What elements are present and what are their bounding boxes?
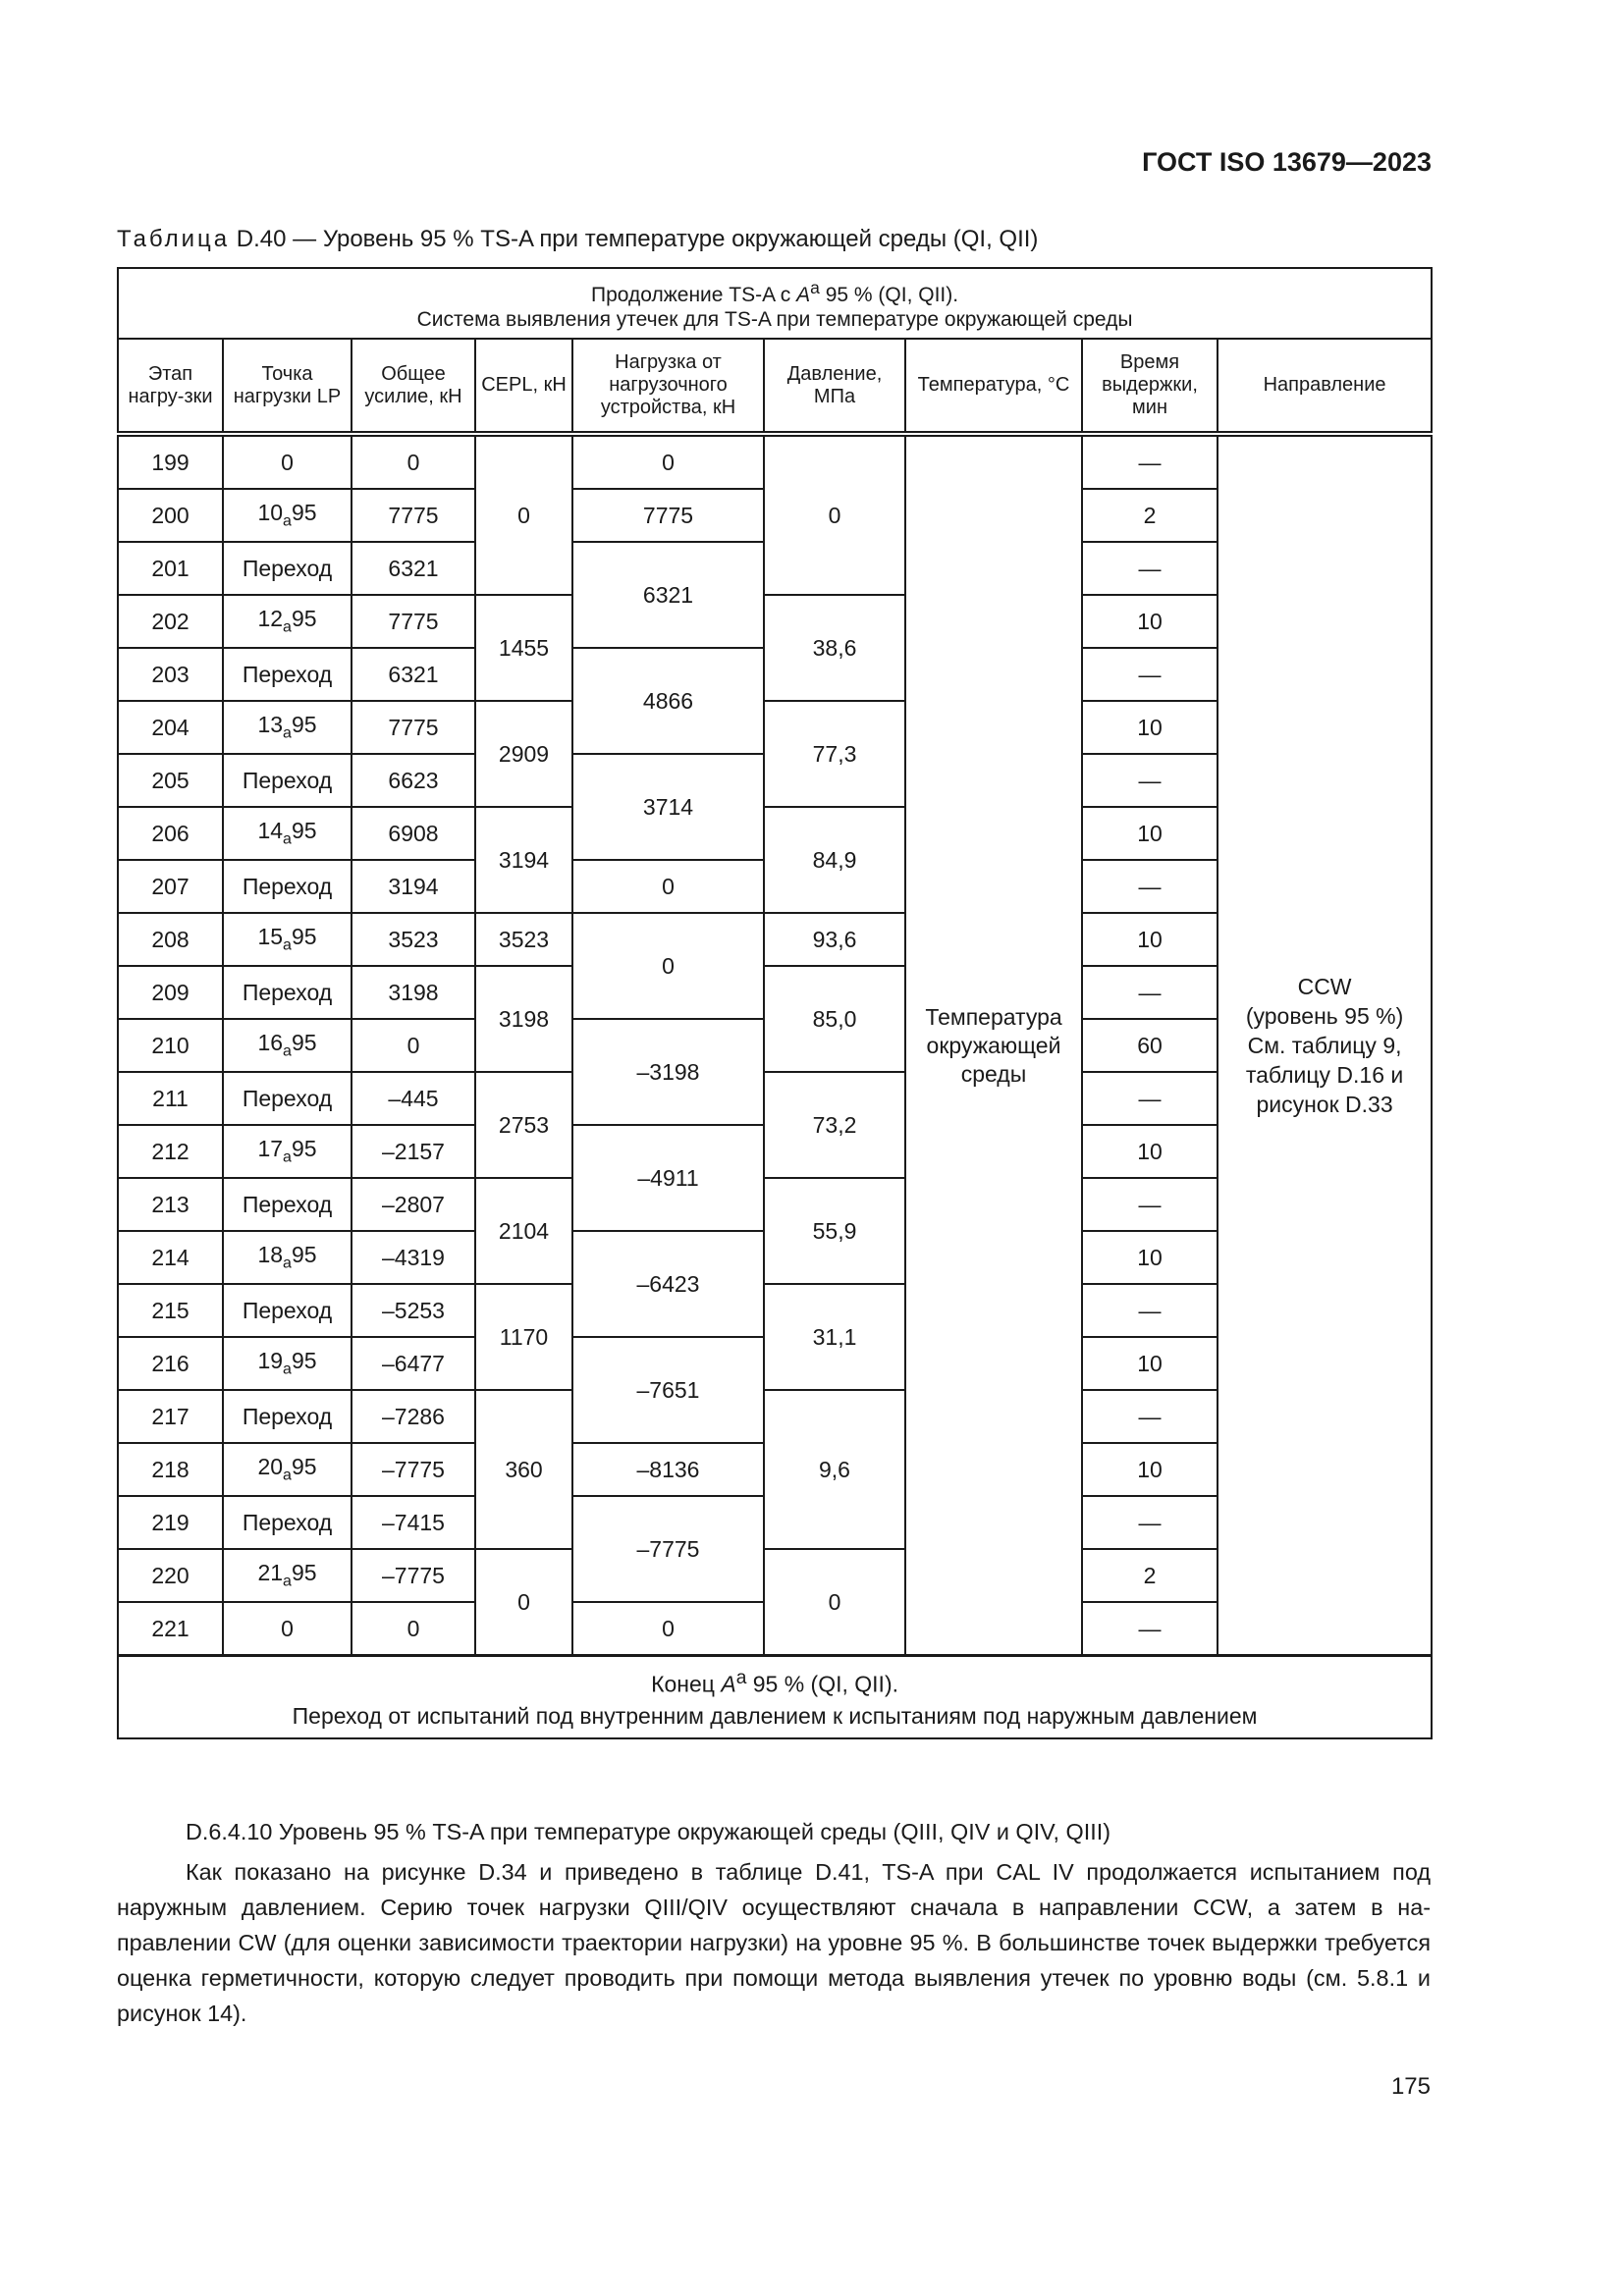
total-force-cell: 6321: [352, 648, 475, 701]
stage-cell: 210: [118, 1019, 223, 1072]
total-force-cell: 6623: [352, 754, 475, 807]
load-point-cell: [223, 1072, 352, 1125]
hold-time-cell: 10: [1082, 1337, 1218, 1390]
hold-time-cell: —: [1082, 434, 1218, 489]
load-point-main: 15: [257, 924, 284, 950]
total-force-cell: 3194: [352, 860, 475, 913]
stage-cell: 214: [118, 1231, 223, 1284]
stage-cell: 208: [118, 913, 223, 966]
cepl-cell: 360: [475, 1390, 572, 1549]
cepl-cell: 1455: [475, 595, 572, 701]
hold-time-cell: 10: [1082, 913, 1218, 966]
end-row: [118, 1656, 1432, 1739]
load-point-main: Переход: [242, 873, 333, 899]
stage-cell: 209: [118, 966, 223, 1019]
load-point-cell: [223, 1178, 352, 1231]
load-point-cell: [223, 1443, 352, 1496]
total-force-cell: 6321: [352, 542, 475, 595]
pressure-cell: 31,1: [764, 1284, 905, 1390]
total-force-cell: 0: [352, 1602, 475, 1656]
col-header-temperature: Температура, °С: [905, 339, 1082, 434]
load-point-sub: a: [283, 1042, 292, 1060]
stage-cell: 203: [118, 648, 223, 701]
cepl-cell: 0: [475, 1549, 572, 1656]
col-header-device: Нагрузка от нагрузочного устройства, кН: [572, 339, 764, 434]
load-point-main: 10: [257, 500, 284, 526]
hold-time-cell: —: [1082, 1496, 1218, 1549]
load-point-cell: [223, 1019, 352, 1072]
device-load-cell: –3198: [572, 1019, 764, 1125]
hold-time-cell: —: [1082, 542, 1218, 595]
col-header-stage: Этап нагру-зки: [118, 339, 223, 434]
hold-time-cell: —: [1082, 1390, 1218, 1443]
stage-cell: 218: [118, 1443, 223, 1496]
direction-line: (уровень 95 %): [1245, 1003, 1404, 1029]
pressure-cell: 84,9: [764, 807, 905, 913]
banner-cell: [118, 268, 1432, 339]
load-point-main: Переход: [242, 1297, 333, 1323]
cepl-cell: 2753: [475, 1072, 572, 1178]
total-force-cell: –2807: [352, 1178, 475, 1231]
load-point-main: Переход: [242, 979, 333, 1005]
load-point-main: Переход: [242, 1403, 333, 1429]
load-point-main: Переход: [242, 1509, 333, 1535]
total-force-cell: 3198: [352, 966, 475, 1019]
load-point-cell: [223, 1231, 352, 1284]
load-point-cell: [223, 807, 352, 860]
table-body: [118, 434, 1432, 1656]
device-load-cell: 7775: [572, 489, 764, 542]
load-point-main: 19: [257, 1348, 284, 1374]
cepl-cell: 3198: [475, 966, 572, 1072]
total-force-cell: –4319: [352, 1231, 475, 1284]
banner-line-2: Система выявления утечек для TS-A при температуре окружающей среды: [416, 307, 1133, 331]
stage-cell: 200: [118, 489, 223, 542]
load-point-main: Переход: [242, 767, 333, 793]
banner-line-1: Продолжение TS-A с $A^a$ 95 % (QI, QII).: [591, 277, 959, 306]
load-point-sub: a: [283, 512, 292, 530]
cepl-cell: 3523: [475, 913, 572, 966]
load-point-cell: [223, 434, 352, 489]
load-point-cell: [223, 648, 352, 701]
load-point-main: 14: [257, 818, 284, 844]
stage-cell: 217: [118, 1390, 223, 1443]
hold-time-cell: —: [1082, 1072, 1218, 1125]
hold-time-cell: 2: [1082, 1549, 1218, 1602]
load-point-main: 13: [257, 712, 284, 738]
hold-time-cell: 2: [1082, 489, 1218, 542]
load-point-sub: a: [283, 936, 292, 954]
hold-time-cell: 60: [1082, 1019, 1218, 1072]
direction-line: См. таблицу 9,: [1247, 1033, 1402, 1058]
load-point-main: 0: [281, 1615, 294, 1641]
table-d40: [117, 267, 1431, 1739]
load-point-sub: a: [283, 1573, 292, 1590]
device-load-cell: 0: [572, 1602, 764, 1656]
load-point-sub: a: [283, 830, 292, 848]
hold-time-cell: 10: [1082, 807, 1218, 860]
stage-cell: 212: [118, 1125, 223, 1178]
total-force-cell: 7775: [352, 701, 475, 754]
section-paragraph: Как показано на рисунке D.34 и приведено в таблице D.41, TS-A при CAL IV продолжается испытанием под наружным давлением. Серию точек нагрузки QIII/QIV осуществляют сначала в направлении CCW, а затем в на-правлении CW (для оценки зависимости траектории нагрузки) на уровне 95 %. В большинстве точек выдержки требуется оценка герметичности, которую следует проводить при помощи метода выявления утечек по уровню воды (см. 5.8.1 и рисунок 14).: [117, 1859, 1431, 2026]
section-body: [117, 1854, 1431, 2031]
cepl-cell: 1170: [475, 1284, 572, 1390]
load-point-cell: [223, 1602, 352, 1656]
pressure-cell: 0: [764, 1549, 905, 1656]
stage-cell: 213: [118, 1178, 223, 1231]
pressure-cell: 73,2: [764, 1072, 905, 1178]
hold-time-cell: —: [1082, 1602, 1218, 1656]
stage-cell: 199: [118, 434, 223, 489]
load-point-sub: a: [283, 1255, 292, 1272]
load-point-tail: 95: [291, 1454, 317, 1480]
device-load-cell: 3714: [572, 754, 764, 860]
total-force-cell: 0: [352, 434, 475, 489]
pressure-cell: 9,6: [764, 1390, 905, 1549]
direction-line: таблицу D.16 и: [1245, 1062, 1404, 1088]
hold-time-cell: 10: [1082, 1125, 1218, 1178]
load-point-sub: a: [283, 618, 292, 636]
stage-cell: 215: [118, 1284, 223, 1337]
load-point-tail: 95: [291, 1348, 317, 1374]
load-point-tail: 95: [291, 712, 317, 738]
total-force-cell: –2157: [352, 1125, 475, 1178]
stage-cell: 205: [118, 754, 223, 807]
hold-time-cell: —: [1082, 860, 1218, 913]
hold-time-cell: —: [1082, 648, 1218, 701]
pressure-cell: 93,6: [764, 913, 905, 966]
load-point-cell: [223, 754, 352, 807]
device-load-cell: –8136: [572, 1443, 764, 1496]
col-header-cepl: CEPL, кН: [475, 339, 572, 434]
col-header-force: Общее усилие, кН: [352, 339, 475, 434]
pressure-cell: 55,9: [764, 1178, 905, 1284]
total-force-cell: –7775: [352, 1549, 475, 1602]
data-table: [117, 267, 1433, 1739]
total-force-cell: –7775: [352, 1443, 475, 1496]
load-point-main: Переход: [242, 1085, 333, 1111]
device-load-cell: 0: [572, 913, 764, 1019]
stage-cell: 204: [118, 701, 223, 754]
total-force-cell: –445: [352, 1072, 475, 1125]
hold-time-cell: 10: [1082, 1443, 1218, 1496]
stage-cell: 207: [118, 860, 223, 913]
caption-word: Таблица: [117, 226, 231, 252]
stage-cell: 201: [118, 542, 223, 595]
direction-line: рисунок D.33: [1256, 1092, 1393, 1117]
total-force-cell: –7286: [352, 1390, 475, 1443]
hold-time-cell: —: [1082, 966, 1218, 1019]
stage-cell: 202: [118, 595, 223, 648]
load-point-cell: [223, 1496, 352, 1549]
load-point-main: Переход: [242, 555, 333, 581]
banner-row: [118, 268, 1432, 339]
standard-code: ГОСТ ISO 13679—2023: [1142, 147, 1432, 177]
load-point-cell: [223, 542, 352, 595]
load-point-tail: 95: [291, 606, 317, 632]
pressure-cell: 38,6: [764, 595, 905, 701]
cepl-cell: 2909: [475, 701, 572, 807]
load-point-tail: 95: [291, 924, 317, 950]
hold-time-cell: —: [1082, 1284, 1218, 1337]
hold-time-cell: —: [1082, 754, 1218, 807]
load-point-cell: [223, 966, 352, 1019]
device-load-cell: 4866: [572, 648, 764, 754]
hold-time-cell: —: [1082, 1178, 1218, 1231]
cepl-cell: 3194: [475, 807, 572, 913]
load-point-sub: a: [283, 1467, 292, 1484]
total-force-cell: 7775: [352, 489, 475, 542]
col-header-hold: Время выдержки, мин: [1082, 339, 1218, 434]
load-point-main: 21: [257, 1560, 284, 1586]
temperature-line: среды: [960, 1060, 1027, 1087]
table-caption: [117, 226, 1038, 253]
load-point-tail: 95: [291, 1242, 317, 1268]
load-point-tail: 95: [291, 1136, 317, 1162]
load-point-cell: [223, 1125, 352, 1178]
load-point-cell: [223, 913, 352, 966]
device-load-cell: –7775: [572, 1496, 764, 1602]
end-line-2: Переход от испытаний под внутренним давлением к испытаниям под наружным давлением: [292, 1703, 1258, 1730]
load-point-main: 0: [281, 449, 294, 475]
direction-cell: [1218, 434, 1432, 1656]
stage-cell: 221: [118, 1602, 223, 1656]
load-point-tail: 95: [291, 500, 317, 526]
load-point-cell: [223, 1549, 352, 1602]
load-point-cell: [223, 1284, 352, 1337]
load-point-sub: a: [283, 724, 292, 742]
hold-time-cell: 10: [1082, 701, 1218, 754]
direction-line: CCW: [1297, 974, 1352, 999]
end-cell: [118, 1656, 1432, 1739]
stage-cell: 211: [118, 1072, 223, 1125]
end-line-1: Конец $A^a$ 95 % (QI, QII).: [651, 1667, 898, 1697]
load-point-sub: a: [283, 1361, 292, 1378]
device-load-cell: –4911: [572, 1125, 764, 1231]
load-point-cell: [223, 860, 352, 913]
temperature-line: Температура: [925, 1003, 1062, 1030]
header-row: [118, 339, 1432, 434]
temperature-cell: [905, 434, 1082, 1656]
load-point-tail: 95: [291, 818, 317, 844]
cepl-cell: 0: [475, 434, 572, 595]
load-point-main: Переход: [242, 661, 333, 687]
caption-text: D.40 — Уровень 95 % TS-A при температуре окружающей среды (QI, QII): [236, 226, 1039, 252]
page-number: 175: [1390, 2073, 1431, 2100]
cepl-cell: 2104: [475, 1178, 572, 1284]
load-point-main: 20: [257, 1454, 284, 1480]
total-force-cell: 7775: [352, 595, 475, 648]
load-point-main: 16: [257, 1030, 284, 1056]
load-point-main: 12: [257, 606, 284, 632]
pressure-cell: 85,0: [764, 966, 905, 1072]
load-point-cell: [223, 1390, 352, 1443]
load-point-tail: 95: [291, 1030, 317, 1056]
col-header-point: Точка нагрузки LP: [223, 339, 352, 434]
total-force-cell: 0: [352, 1019, 475, 1072]
device-load-cell: –6423: [572, 1231, 764, 1337]
hold-time-cell: 10: [1082, 595, 1218, 648]
total-force-cell: –6477: [352, 1337, 475, 1390]
total-force-cell: 6908: [352, 807, 475, 860]
pressure-cell: 77,3: [764, 701, 905, 807]
stage-cell: 219: [118, 1496, 223, 1549]
stage-cell: 220: [118, 1549, 223, 1602]
col-header-pressure: Давление, МПа: [764, 339, 905, 434]
temperature-line: окружающей: [926, 1032, 1061, 1058]
device-load-cell: 6321: [572, 542, 764, 648]
device-load-cell: 0: [572, 434, 764, 489]
total-force-cell: –7415: [352, 1496, 475, 1549]
table-row: [118, 434, 1432, 489]
load-point-tail: 95: [291, 1560, 317, 1586]
load-point-main: 17: [257, 1136, 284, 1162]
total-force-cell: 3523: [352, 913, 475, 966]
load-point-main: Переход: [242, 1191, 333, 1217]
stage-cell: 216: [118, 1337, 223, 1390]
hold-time-cell: 10: [1082, 1231, 1218, 1284]
load-point-sub: a: [283, 1148, 292, 1166]
col-header-direction: Направление: [1218, 339, 1432, 434]
device-load-cell: –7651: [572, 1337, 764, 1443]
pressure-cell: 0: [764, 434, 905, 595]
section-title: D.6.4.10 Уровень 95 % TS-A при температуре окружающей среды (QIII, QIV и QIV, QIII): [186, 1819, 1111, 1844]
load-point-cell: [223, 1337, 352, 1390]
load-point-cell: [223, 701, 352, 754]
load-point-main: 18: [257, 1242, 284, 1268]
stage-cell: 206: [118, 807, 223, 860]
load-point-cell: [223, 595, 352, 648]
load-point-cell: [223, 489, 352, 542]
total-force-cell: –5253: [352, 1284, 475, 1337]
device-load-cell: 0: [572, 860, 764, 913]
